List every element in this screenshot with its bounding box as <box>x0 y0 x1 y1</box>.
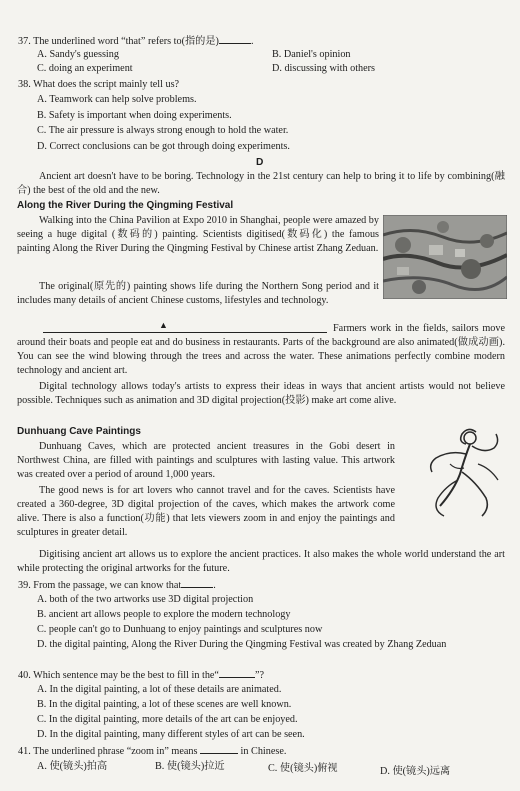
question-39-stem: 39. From the passage, we can know that <box>18 580 182 591</box>
question-40-stem: 40. Which sentence may be the best to fill in the“ <box>18 670 219 681</box>
paragraph-dunhuang-caves: Dunhuang Caves, which are protected ancient treasures in the Gobi desert in Northwest China, are filled with paintings and sculptures with lasting value. This artwork was created over a period of around 1,000 years. <box>17 441 395 480</box>
answer-blank <box>219 34 251 44</box>
answer-blank <box>219 668 255 678</box>
option-38b: B. Safety is important when doing experiments. <box>37 110 232 121</box>
option-40a: A. In the digital painting, a lot of these details are animated. <box>37 684 282 695</box>
question-40-end: ”? <box>254 670 265 681</box>
answer-blank <box>181 578 213 588</box>
question-40 <box>18 668 264 683</box>
option-38a: A. Teamwork can help solve problems. <box>37 94 197 105</box>
option-41c: C. 使(镜头)俯视 <box>268 763 338 774</box>
intro-paragraph: Ancient art doesn't have to be boring. Technology in the 21st century can help to bring it to life by combining(融合) the best of the old and the new. <box>17 171 505 196</box>
question-41-end: in Chinese. <box>240 746 287 757</box>
paragraph-original-painting: The original(原先的) painting shows life during the Northern Song period and it includes many details of ancient Chinese customs, lifestyles and technology. <box>17 281 379 306</box>
question-41 <box>18 744 286 759</box>
option-39d: D. the digital painting, Along the River During the Qingming Festival was created by Zhang Zeduan <box>37 639 447 650</box>
question-37 <box>18 34 254 49</box>
question-39-end: . <box>213 580 216 591</box>
question-38-stem: 38. What does the script mainly tell us? <box>18 79 180 90</box>
option-41a: A. 使(镜头)拍高 <box>37 761 108 772</box>
question-37-end: . <box>250 36 254 47</box>
question-41-stem: 41. The underlined phrase “zoom in” means <box>18 746 198 757</box>
paragraph-farmers: Farmers work in the fields, sailors move around their boats and people eat and do business in restaurants. Parts of the background are also animated(做成动画). You can see the wind blowing through the trees and across the water. These animations perfectly combine modern technology and ancient art. <box>17 323 505 376</box>
question-39 <box>18 578 216 593</box>
option-40b: B. In the digital painting, a lot of these scenes are well known. <box>37 699 292 710</box>
option-41d: D. 使(镜头)远离 <box>380 766 451 777</box>
option-37b: B. Daniel's opinion <box>272 49 351 60</box>
section-letter: D <box>256 157 264 168</box>
option-39b: B. ancient art allows people to explore the modern technology <box>37 609 291 620</box>
paragraph-good-news: The good news is for art lovers who cannot travel and for the caves. Scientists have created a 360-degree, 3D digital projection of the caves, which makes the artwork come alive. There is also a function(功能) that lets viewers zoom in and enjoy the paintings and sculptures in greater detail. <box>17 485 395 538</box>
option-37d: D. discussing with others <box>272 63 376 74</box>
option-38c: C. The air pressure is always strong enough to hold the water. <box>37 125 289 136</box>
option-37a: A. Sandy's guessing <box>37 49 119 60</box>
option-38d: D. Correct conclusions can be got through doing experiments. <box>37 141 290 152</box>
option-39a: A. both of the two artworks use 3D digital projection <box>37 594 254 605</box>
option-39c: C. people can't go to Dunhuang to enjoy paintings and sculptures now <box>37 624 323 635</box>
question-37-stem: 37. The underlined word “that” refers to(指的是) <box>18 36 219 47</box>
blank-marker-triangle: ▲ <box>159 320 168 330</box>
option-41b: B. 使(镜头)拉近 <box>155 761 225 772</box>
dunhuang-apsara-image <box>420 424 504 522</box>
option-40c: C. In the digital painting, more details of the art can be enjoyed. <box>37 714 298 725</box>
heading-dunhuang: Dunhuang Cave Paintings <box>17 426 141 437</box>
paragraph-expo: Walking into the China Pavilion at Expo 2010 in Shanghai, people were amazed by seeing a huge digital (数码的) painting. Scientists digitised(数码化) the famous painting Along the River During the Qingming Festival by Chinese artist Zhang Zeduan. <box>17 215 379 254</box>
paragraph-digital-technology: Digital technology allows today's artists to express their ideas in ways that ancient artists would not believe possible. Techniques such as animation and 3D digital projection(投影) make art come alive. <box>17 381 505 406</box>
heading-qingming: Along the River During the Qingming Festival <box>17 200 234 211</box>
answer-blank <box>200 744 238 754</box>
qingming-painting-image <box>383 215 507 299</box>
option-37c: C. doing an experiment <box>37 63 133 74</box>
paragraph-digitising: Digitising ancient art allows us to explore the ancient practices. It also makes the whole world understand the art while protecting the original artworks for the future. <box>17 549 505 574</box>
option-40d: D. In the digital painting, many different styles of art can be seen. <box>37 729 305 740</box>
